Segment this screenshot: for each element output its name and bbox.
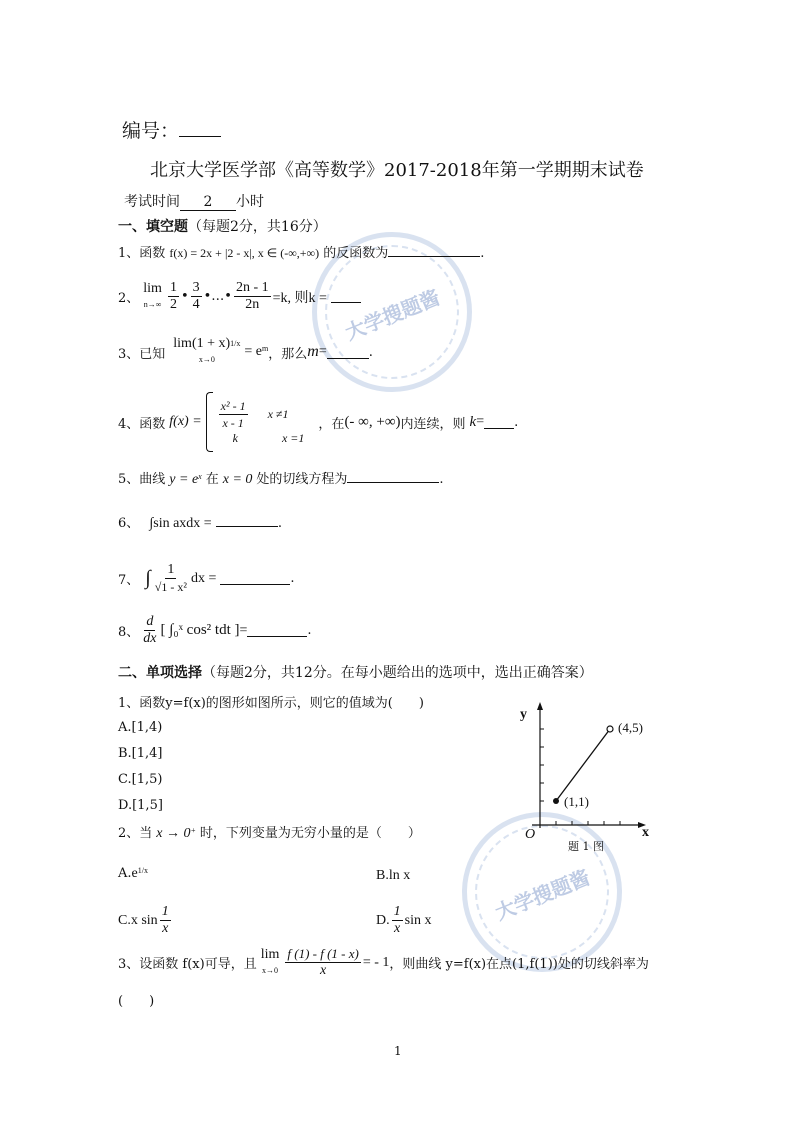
answer-blank <box>331 290 361 303</box>
fraction <box>141 614 158 647</box>
section2-note: （每题2分，共12分。在每小题给出的选项中，选出正确答案） <box>202 665 593 681</box>
frac-num: 1 <box>167 562 175 577</box>
fx-label: f(x) = <box>169 414 202 429</box>
origin-label: O <box>525 827 536 842</box>
y-axis-label: y <box>520 707 527 722</box>
option-d: D.[1,5] <box>118 798 163 813</box>
expr-base: e <box>131 866 138 881</box>
question-2-3-paren: ( ) <box>118 994 155 1009</box>
section2-heading <box>118 662 593 682</box>
start-point-label: (1,1) <box>564 794 589 809</box>
q-text: 2、当 <box>118 826 153 841</box>
frac-den: dx <box>143 631 157 646</box>
frac-num: 1 <box>161 904 169 919</box>
q-number: 3、已知 <box>118 346 166 362</box>
answer-blank <box>220 572 290 585</box>
option-expr <box>132 866 148 881</box>
fraction <box>219 398 248 431</box>
answer-blank <box>216 514 278 527</box>
time-unit: 小时 <box>236 194 264 210</box>
case-cond: x ≠1 <box>267 407 289 421</box>
lim-sub: x→0 <box>262 965 279 975</box>
time-value: 2 <box>180 194 236 211</box>
frac-num: 2n - 1 <box>235 280 269 295</box>
cases <box>217 398 305 446</box>
question-1-3: 3、已知 $\lim(1 + x)^{1/x}$ x→0 = $e^m$ ，那么 m = . <box>118 336 373 368</box>
exam-time <box>124 191 264 211</box>
frac-num: d <box>146 614 154 629</box>
serial-number <box>122 116 221 143</box>
frac-num: 1 <box>169 280 177 295</box>
page-number: 1 <box>394 1044 402 1058</box>
frac-den: 4 <box>192 297 200 312</box>
section1-heading <box>118 216 327 236</box>
question-2-3 <box>118 946 649 979</box>
y-axis-arrow <box>537 702 543 710</box>
fraction <box>392 904 403 937</box>
eq-sup: m <box>262 344 269 353</box>
section1-title: 一、填空题 <box>118 219 188 235</box>
eq-sign: = <box>239 622 248 638</box>
var-k: k <box>469 413 477 430</box>
q-number: 1、函数 <box>118 246 166 261</box>
piecewise <box>206 392 305 452</box>
question-1-4: 4、函数 f(x) = $\frac{\text{x² - 1}}{x - 1}$ x ≠1 k x =1 ，在 (- ∞, +∞) 内连续，则 k = . <box>118 390 518 454</box>
q1-formula: f(x) = 2x + |2 - x|, x ∈ (-∞,+∞) <box>169 246 320 260</box>
q-text: =k, 则k = <box>272 290 327 306</box>
frac-den: x <box>320 963 327 978</box>
dot: • <box>180 289 189 304</box>
section2-title: 二、单项选择 <box>118 665 202 681</box>
q-text: ，则曲线 y=f(x)在点(1,f(1))处的切线斜率为 <box>389 957 649 972</box>
figure-caption: 题 1 图 <box>568 840 604 853</box>
q-text: 处的切线方程为 <box>256 472 348 487</box>
case-2 <box>217 431 305 446</box>
question-1-7: 7、 ∫ $\frac{1}{\text{√1 - x²}}$ dx = . <box>118 562 295 594</box>
curve-sup: x <box>198 472 202 481</box>
frac-num: 1 <box>393 904 401 919</box>
lim-text: lim(1 + x) <box>173 336 231 351</box>
serial-label: 编号： <box>122 120 180 142</box>
lim-block <box>141 281 164 313</box>
derivative-body: [ ∫₀ˣ cos² tdt ] <box>160 622 240 638</box>
lim-block <box>171 336 242 368</box>
eq-sign: = <box>318 344 327 359</box>
frac-den: √1 - x² <box>154 580 187 594</box>
question-2-1: 1、函数y=f(x)的图形如图所示，则它的值域为( ) <box>118 696 424 711</box>
q-number: 5、曲线 <box>118 472 166 487</box>
eq-text: = - 1 <box>362 954 390 970</box>
answer-blank <box>327 346 369 359</box>
point-expr: x = 0 <box>222 472 253 487</box>
option-2-d <box>376 904 431 937</box>
option-2-c <box>118 904 173 937</box>
option-2-a <box>118 866 148 882</box>
case-value: k <box>232 431 238 445</box>
lim-exp: 1/x <box>230 339 241 348</box>
q-text: 在 <box>205 472 219 487</box>
lim-sub: x→0 <box>198 355 215 364</box>
q-text: ，那么 <box>268 346 308 362</box>
var-m: m <box>307 343 319 360</box>
option-b: B.[1,4] <box>118 746 163 761</box>
frac-den: x <box>394 921 401 936</box>
eq-text: = e <box>244 344 263 359</box>
q-text: dx = <box>190 570 217 586</box>
q-text: 时，下列变量为无穷小量的是（ ） <box>199 826 421 841</box>
frac-den: 2n <box>245 297 260 312</box>
question-1-8: 8、 $\frac{d}{dx}$ [ ∫₀ˣ cos² tdt ] = . <box>118 614 312 646</box>
cond-text: x → 0 <box>156 826 191 841</box>
case-1 <box>217 398 305 431</box>
q-number: 8、 <box>118 625 140 640</box>
answer-blank <box>388 244 480 257</box>
q-number: 2、 <box>118 291 140 306</box>
end-point-open <box>607 726 613 732</box>
serial-blank <box>179 124 221 137</box>
q-number: 6、 <box>118 516 140 531</box>
case-cond: x =1 <box>281 431 305 445</box>
question-1-2 <box>118 280 361 313</box>
integral-sign: ∫ <box>145 567 151 589</box>
option-label: D. <box>376 912 390 928</box>
dots: •…• <box>203 289 232 304</box>
curve-text: y = e <box>169 472 199 487</box>
page-title: 北京大学医学部《高等数学》2017-2018年第一学期期末试卷 <box>150 160 644 181</box>
option-a: A.[1,4) <box>118 720 163 735</box>
integral-expr: ∫sin axdx = <box>149 516 212 531</box>
lim-text: lim <box>260 946 280 962</box>
watermark-text: 大学搜题酱 <box>491 865 594 925</box>
option-tail: sin x <box>404 912 432 928</box>
end-point-label: (4,5) <box>618 720 643 735</box>
q-text: 内连续，则 <box>400 416 466 432</box>
answer-blank <box>484 416 514 429</box>
option-label: A. <box>118 866 132 881</box>
answer-blank <box>247 624 307 637</box>
lim-text: lim <box>143 280 162 296</box>
question-1-6: 6、 ∫sin axdx = . <box>118 516 282 531</box>
frac-num: 3 <box>192 280 200 295</box>
answer-blank <box>347 470 439 483</box>
frac-num: f (1) - f (1 - x) <box>287 946 359 961</box>
left-brace <box>206 392 213 452</box>
eq-sign: = <box>476 414 485 429</box>
function-graph <box>510 700 660 860</box>
q-number: 4、函数 <box>118 416 166 432</box>
option-label: C.x sin <box>118 912 158 928</box>
frac-den: x <box>162 921 169 936</box>
section1-note: （每题2分，共16分） <box>188 219 327 235</box>
interval: (- ∞, +∞) <box>344 413 401 430</box>
lim-block <box>259 947 282 979</box>
q-number: 7、 <box>118 573 140 588</box>
cond-expr <box>156 826 196 842</box>
fraction <box>168 280 179 313</box>
q-text: 的反函数为 <box>323 246 389 261</box>
question-2-2 <box>118 822 421 842</box>
expr-sup: 1/x <box>137 866 148 875</box>
lim-result <box>244 344 268 360</box>
fraction <box>285 946 360 979</box>
watermark-text: 大学搜题酱 <box>341 285 444 345</box>
graph-segment <box>556 729 610 801</box>
question-1-1: 1、函数 f(x) = 2x + |2 - x|, x ∈ (-∞,+∞) 的反函数为 . <box>118 246 485 261</box>
time-label: 考试时间 <box>124 194 180 210</box>
fraction <box>191 280 202 313</box>
frac-den: x - 1 <box>222 416 244 430</box>
lim-expr <box>171 336 242 352</box>
x-axis-label: x <box>642 825 649 840</box>
lim-sub: n→∞ <box>143 299 162 309</box>
option-2-b: B.ln x <box>376 868 411 883</box>
fraction <box>153 562 189 595</box>
fraction <box>160 904 171 937</box>
frac-num: x² - 1 <box>220 399 246 413</box>
q-text: 3、设函数 f(x)可导，且 <box>118 957 257 972</box>
fraction <box>234 280 271 313</box>
q-text: ，在 <box>318 416 345 432</box>
curve-expr <box>169 472 201 488</box>
cond-sup: + <box>190 826 196 835</box>
question-1-5: 5、曲线 $y = e^x$ 在 x = 0 处的切线方程为 . <box>118 468 444 488</box>
option-c: C.[1,5) <box>118 772 163 787</box>
frac-den: 2 <box>169 297 177 312</box>
start-point-closed <box>553 798 559 804</box>
